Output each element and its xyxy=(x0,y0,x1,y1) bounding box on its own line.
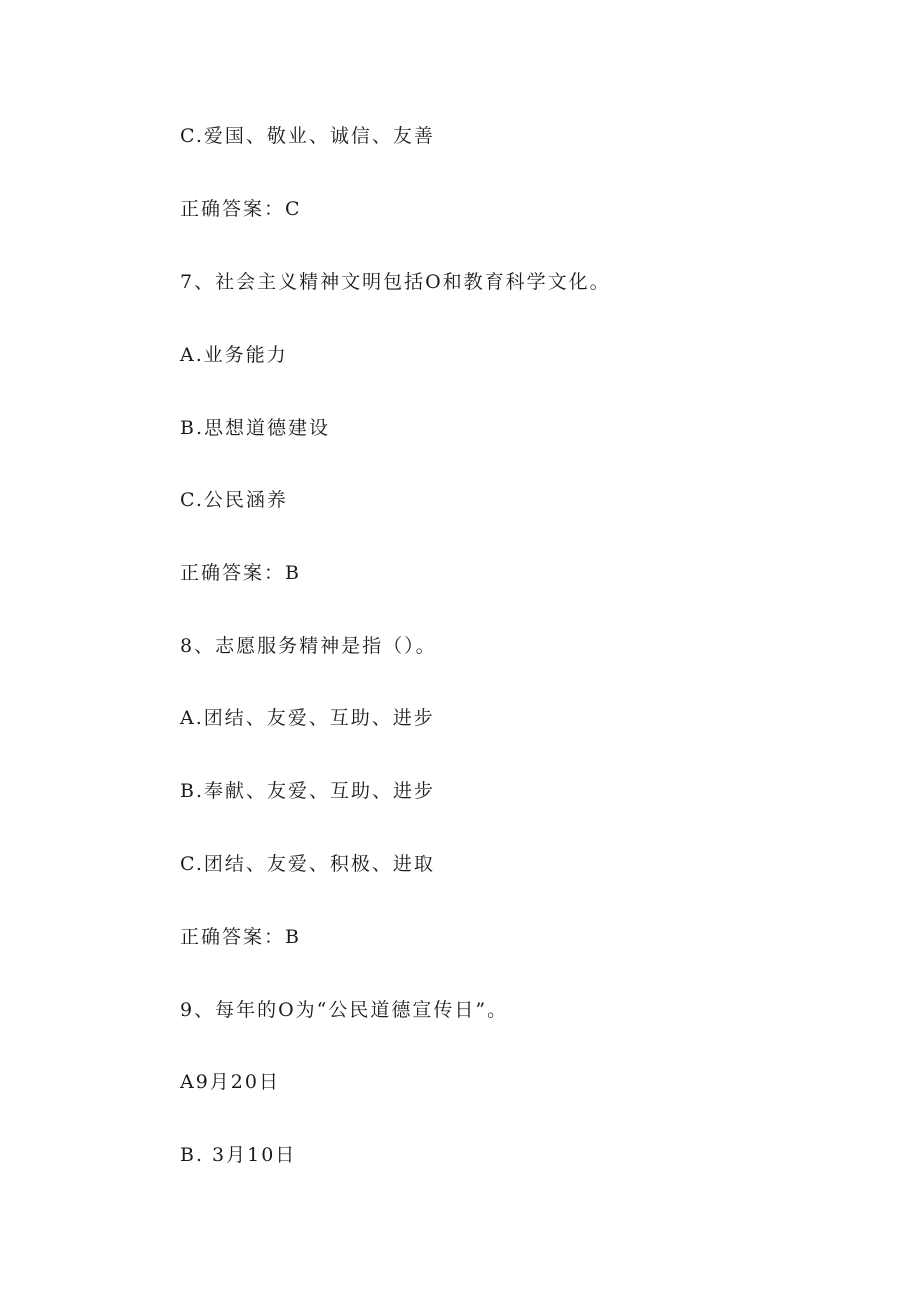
option-c-q7: C.公民涵养 xyxy=(180,489,288,511)
answer-q6: 正确答案：C xyxy=(180,198,302,220)
question-7: 7、社会主义精神文明包括O和教育科学文化。 xyxy=(180,271,611,293)
option-b-q9: B. 3月10日 xyxy=(180,1144,297,1166)
question-8: 8、志愿服务精神是指（）。 xyxy=(180,635,437,657)
option-a-q9: A9月20日 xyxy=(180,1071,280,1093)
option-c-q8: C.团结、友爱、积极、进取 xyxy=(180,853,435,875)
option-a-q8: A.团结、友爱、互助、进步 xyxy=(180,707,435,729)
option-b-q7: B.思想道德建设 xyxy=(180,417,331,439)
option-b-q8: B.奉献、友爱、互助、进步 xyxy=(180,780,436,802)
question-9: 9、每年的O为“公民道德宣传日”。 xyxy=(180,999,509,1021)
option-a-q7: A.业务能力 xyxy=(180,344,288,366)
answer-q7: 正确答案：B xyxy=(180,562,301,584)
answer-q8: 正确答案：B xyxy=(180,926,301,948)
option-c-q6: C.爱国、敬业、诚信、友善 xyxy=(180,125,435,147)
